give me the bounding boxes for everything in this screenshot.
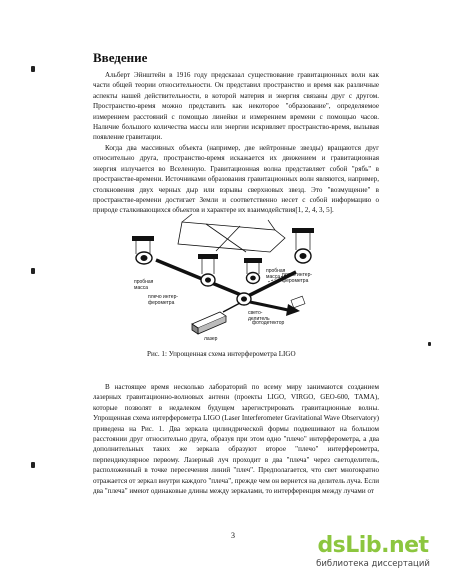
- test-mass-center: [198, 254, 218, 286]
- watermark-subtitle: библиотека диссертаций: [316, 559, 430, 569]
- figure-caption: Рис. 1: Упрощенная схема интерферометра LIGO: [147, 350, 296, 358]
- scan-artifact: [428, 342, 431, 346]
- scan-artifact: [31, 66, 35, 72]
- wave-band: [178, 222, 285, 252]
- label-arm-right: плечо интер- ферометра: [282, 272, 313, 284]
- label-test-mass-left: пробная масса: [134, 279, 154, 291]
- scan-artifact: [31, 268, 35, 274]
- label-beamsplitter: свето- делитель: [248, 310, 270, 322]
- label-photodetector: фотодетектор: [252, 320, 285, 326]
- test-mass-arm-right: [244, 258, 262, 284]
- page-number: 3: [231, 531, 235, 540]
- test-mass-left: [132, 236, 154, 264]
- section-heading: Введение: [93, 50, 148, 65]
- test-mass-right: [292, 228, 314, 263]
- watermark-logo: dsLib.net: [317, 533, 429, 558]
- label-laser: лазер: [204, 336, 218, 342]
- paragraph-ligo: В настоящее время несколько лабораторий по всему миру занимаются созданием лазерных гравитационно-волновых антенн (проекты LIGO, VIRGO, GEO-600, TAMA), которые позволят в недалеком будущем зарегистрировать гравитационные волны. Упрощенная схема интерферометра LIGO (Laser Interferometer Gravitational Wave Observatory) приведена на Рис. 1. Два зеркала цилиндрической формы подвешивают на большом расстоянии друг относительно друга, образуя при этом одно "плечо" интерферометра, а два дополнительных таких же зеркала образуют второе "плечо" интерферометра, перпендикулярное первому. Лазерный луч проходит в два "плеча" через светоделитель, расположенный в точке пересечения линий "плеч". Предполагается, что свет многократно отражается от зеркал внутри каждого "плеча", прежде чем он вернется на делитель луча. Если два "плеча" имеют одинаковые длины между зеркалами, то интерференция между лучами от: [93, 383, 379, 496]
- ligo-diagram: [120, 212, 330, 342]
- watermark[interactable]: [308, 534, 438, 569]
- label-arm-left: плечо интер- ферометра: [148, 294, 179, 306]
- scan-artifact: [31, 462, 35, 468]
- label-test-mass-right: пробная масса: [266, 268, 286, 280]
- paragraph-sources: Когда два массивных объекта (например, две нейтронные звезды) вращаются друг относительно друга, пространство-время искажается их движением и гравитационная энергия излучается во Вселенную. Гравитационная волна представляет собой "рябь" в пространстве-времени. Источниками образования гравитационных волн являются, например, столкновения двух черных дыр или взрывы сверхновых звезд. Это "возмущение" в пространстве-времени достигает Земли и соответственно несет с собой информацию о природе сталкивающихся объектов и характере их взаимодействия[1, 2, 4, 3, 5].: [93, 144, 379, 215]
- paragraph-intro: Альберт Эйнштейн в 1916 году предсказал существование гравитационных волн как части общей теории относительности. Он представил пространство и время как различные аспекты нашей действительности, в которой материя и энергия связаны друг с другом. Пространство-время можно представить как некоторое "образование", определяемое измерением расстояний с помощью линейки и измерением времени с помощью часов. Наличие большого количества массы или энергии искривляет пространство-время, вызывая появление гравитации.: [93, 71, 379, 142]
- laser-source: [192, 303, 240, 334]
